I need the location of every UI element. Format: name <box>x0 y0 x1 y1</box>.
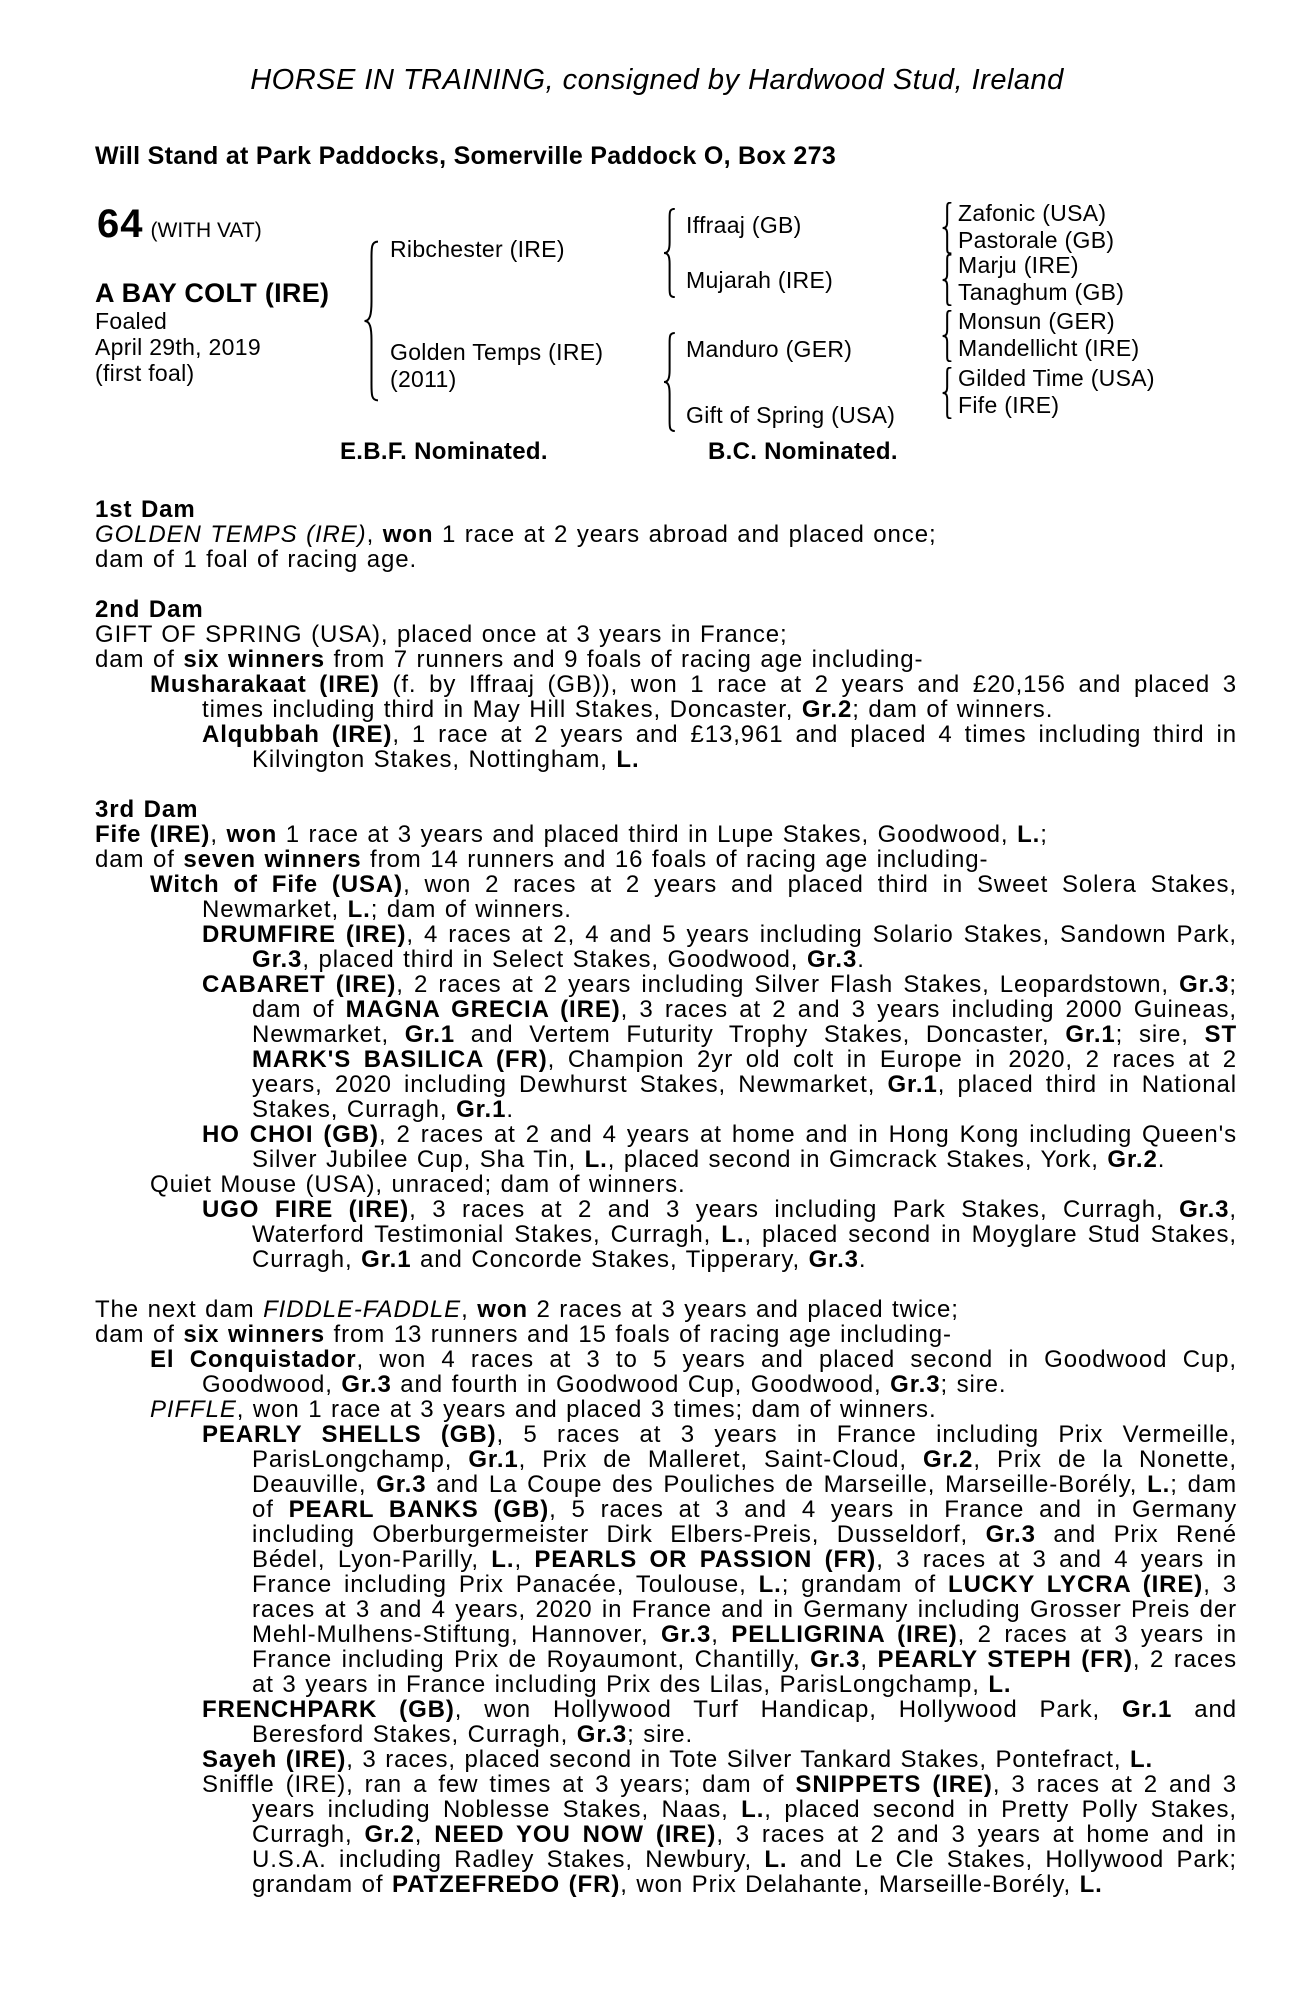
gg-dam: Fife (IRE) <box>958 392 1060 418</box>
gg-sire: Monsun (GER) <box>958 308 1115 334</box>
pedigree-brace-icon <box>941 310 954 362</box>
pedigree-text-paragraph: GOLDEN TEMPS (IRE), won 1 race at 2 years abroad and placed once; <box>95 521 937 548</box>
pedigree-text-paragraph: GIFT OF SPRING (USA), placed once at 3 years in France; <box>95 621 788 648</box>
foal-note: (first foal) <box>95 360 195 386</box>
dam-granddam: Gift of Spring (USA) <box>686 402 896 428</box>
dam-sections <box>95 497 1237 1897</box>
great-grandparents-3 <box>958 308 1140 362</box>
pedigree-table <box>0 196 1314 486</box>
pedigree-text-paragraph: El Conquistador, won 4 races at 3 to 5 years and placed second in Goodwood Cup, Goodwood, Gr.3 and fourth in Goodwood Cup, Goodwood, Gr.3; sire. <box>150 1346 1237 1398</box>
pedigree-text-paragraph: dam of 1 foal of racing age. <box>95 546 418 573</box>
dam-grandsire: Manduro (GER) <box>686 336 853 362</box>
pedigree-brace-icon <box>941 202 954 254</box>
pedigree-text-paragraph: The next dam FIDDLE-FADDLE, won 2 races at 3 years and placed twice; <box>95 1296 959 1323</box>
foaled-label: Foaled <box>95 308 168 334</box>
dam-section-heading: 3rd Dam <box>95 796 199 823</box>
dam-section <box>95 1297 1237 1897</box>
dam-name-text: Golden Temps (IRE) <box>390 339 604 365</box>
pedigree-text-paragraph: Musharakaat (IRE) (f. by Iffraaj (GB)), won 1 race at 2 years and £20,156 and placed 3 times including third in May Hill Stakes, Doncaster, Gr.2; dam of winners. <box>150 671 1237 723</box>
dam-section <box>95 597 1237 772</box>
pedigree-brace-icon <box>941 254 954 306</box>
dam-section-heading: 1st Dam <box>95 496 196 523</box>
pedigree-text-paragraph: dam of six winners from 13 runners and 15 foals of racing age including- <box>95 1321 952 1348</box>
pedigree-brace-icon <box>662 208 678 298</box>
pedigree-text-paragraph: Alqubbah (IRE), 1 race at 2 years and £13,961 and placed 4 times including third in Kilvington Stakes, Nottingham, L. <box>202 721 1237 773</box>
pedigree-brace-icon <box>662 332 678 432</box>
great-grandparents-1 <box>958 200 1114 254</box>
pedigree-text-paragraph: UGO FIRE (IRE), 3 races at 2 and 3 years including Park Stakes, Curragh, Gr.3, Waterford Testimonial Stakes, Curragh, L., placed second in Moyglare Stud Stakes, Curragh, Gr.1 and Concorde Stakes, Tipperary, Gr.3. <box>202 1196 1237 1273</box>
great-grandparents-2 <box>958 252 1124 306</box>
gg-dam: Mandellicht (IRE) <box>958 335 1140 361</box>
dam-name <box>390 339 603 393</box>
pedigree-text-paragraph: Fife (IRE), won 1 race at 3 years and placed third in Lupe Stakes, Goodwood, L.; <box>95 821 1048 848</box>
gg-sire: Marju (IRE) <box>958 252 1079 278</box>
stand-location: Will Stand at Park Paddocks, Somerville Paddock O, Box 273 <box>95 142 837 170</box>
gg-dam: Tanaghum (GB) <box>958 279 1125 305</box>
dam-section <box>95 497 1237 572</box>
pedigree-text-paragraph: FRENCHPARK (GB), won Hollywood Turf Handicap, Hollywood Park, Gr.1 and Beresford Stakes, Curragh, Gr.3; sire. <box>202 1696 1238 1748</box>
pedigree-text-paragraph: Witch of Fife (USA), won 2 races at 2 years and placed third in Sweet Solera Stakes, Newmarket, L.; dam of winners. <box>150 871 1237 923</box>
sire-name: Ribchester (IRE) <box>390 236 565 262</box>
great-grandparents-4 <box>958 365 1155 419</box>
dam-section-heading: 2nd Dam <box>95 596 204 623</box>
pedigree-text-paragraph: PEARLY SHELLS (GB), 5 races at 3 years in France including Prix Vermeille, ParisLongchamp, Gr.1, Prix de Malleret, Saint-Cloud, Gr.2, Prix de la Nonette, Deauville, Gr.3 and La Coupe des Pouliches de Marseille, Marseille-Borély, L.; dam of PEARL BANKS (GB), 5 races at 3 and 4 years in France and in Germany including Oberburgermeister Dirk Elbers-Preis, Dusseldorf, Gr.3 and Prix René Bédel, Lyon-Parilly, L., PEARLS OR PASSION (FR), 3 races at 3 and 4 years in France including Prix Panacée, Toulouse, L.; grandam of LUCKY LYCRA (IRE), 3 races at 3 and 4 years, 2020 in France and in Germany including Grosser Preis der Mehl-Mulhens-Stiftung, Hannover, Gr.3, PELLIGRINA (IRE), 2 races at 3 years in France including Prix de Royaumont, Chantilly, Gr.3, PEARLY STEPH (FR), 2 races at 3 years in France including Prix des Lilas, ParisLongchamp, L. <box>202 1421 1238 1698</box>
sire-granddam: Mujarah (IRE) <box>686 267 834 293</box>
pedigree-text-paragraph: Quiet Mouse (USA), unraced; dam of winners. <box>150 1171 686 1198</box>
dam-year: (2011) <box>390 366 457 392</box>
bc-nomination: B.C. Nominated. <box>708 438 898 465</box>
pedigree-brace-icon <box>941 367 954 419</box>
pedigree-text-paragraph: PIFFLE, won 1 race at 3 years and placed 3 times; dam of winners. <box>150 1396 937 1423</box>
horse-name: A BAY COLT (IRE) <box>95 278 330 308</box>
ebf-nomination: E.B.F. Nominated. <box>340 438 548 465</box>
lot-line <box>97 202 262 247</box>
pedigree-text-paragraph: dam of seven winners from 14 runners and 16 foals of racing age including- <box>95 846 989 873</box>
lot-number: 64 <box>97 202 144 246</box>
pedigree-text-paragraph: CABARET (IRE), 2 races at 2 years including Silver Flash Stakes, Leopardstown, Gr.3; dam of MAGNA GRECIA (IRE), 3 races at 2 and 3 years including 2000 Guineas, Newmarket, Gr.1 and Vertem Futurity Trophy Stakes, Doncaster, Gr.1; sire, ST MARK'S BASILICA (FR), Champion 2yr old colt in Europe in 2020, 2 races at 2 years, 2020 including Dewhurst Stakes, Newmarket, Gr.1, placed third in National Stakes, Curragh, Gr.1. <box>202 971 1237 1123</box>
pedigree-text-paragraph: Sniffle (IRE), ran a few times at 3 years; dam of SNIPPETS (IRE), 3 races at 2 and 3 years including Noblesse Stakes, Naas, L., placed second in Pretty Polly Stakes, Curragh, Gr.2, NEED YOU NOW (IRE), 3 races at 2 and 3 years at home and in U.S.A. including Radley Stakes, Newbury, L. and Le Cle Stakes, Hollywood Park; grandam of PATZEFREDO (FR), won Prix Delahante, Marseille-Borély, L. <box>202 1771 1238 1898</box>
pedigree-text-paragraph: Sayeh (IRE), 3 races, placed second in Tote Silver Tankard Stakes, Pontefract, L. <box>202 1746 1154 1773</box>
foaled-date: April 29th, 2019 <box>95 334 261 360</box>
gg-sire: Gilded Time (USA) <box>958 365 1155 391</box>
gg-sire: Zafonic (USA) <box>958 200 1107 226</box>
vat-note: (WITH VAT) <box>150 219 262 242</box>
sire-grandsire: Iffraaj (GB) <box>686 212 802 238</box>
pedigree-brace-icon <box>362 240 382 402</box>
pedigree-text-paragraph: dam of six winners from 7 runners and 9 foals of racing age including- <box>95 646 924 673</box>
pedigree-text-paragraph: HO CHOI (GB), 2 races at 2 and 4 years at home and in Hong Kong including Queen's Silver Jubilee Cup, Sha Tin, L., placed second in Gimcrack Stakes, York, Gr.2. <box>202 1121 1237 1173</box>
dam-section <box>95 797 1237 1272</box>
pedigree-text-paragraph: DRUMFIRE (IRE), 4 races at 2, 4 and 5 years including Solario Stakes, Sandown Park, Gr.3, placed third in Select Stakes, Goodwood, Gr.3. <box>202 921 1237 973</box>
gg-dam: Pastorale (GB) <box>958 227 1115 253</box>
page-title: HORSE IN TRAINING, consigned by Hardwood Stud, Ireland <box>250 64 1064 96</box>
